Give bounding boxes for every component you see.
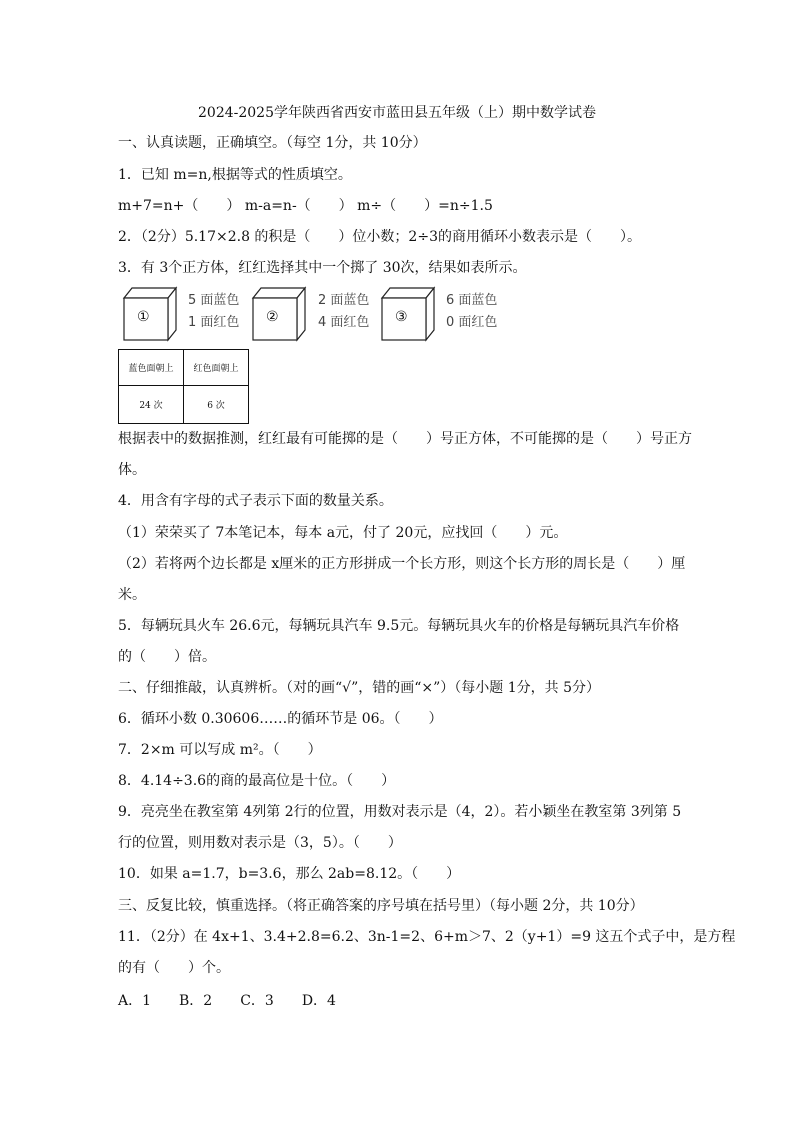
cube-1-number: ① bbox=[137, 309, 150, 325]
cube-1 bbox=[124, 288, 176, 340]
table-value-blue: 24 次 bbox=[119, 386, 184, 424]
question-1: 1．已知 m=n,根据等式的性质填空。 bbox=[118, 167, 352, 183]
exam-title: 2024-2025学年陕西省西安市蓝田县五年级（上）期中数学试卷 bbox=[198, 105, 596, 121]
question-7: 7．2×m 可以写成 m²。（ ） bbox=[118, 742, 322, 758]
question-1-blanks: m+7=n+（ ） m-a=n-（ ） m÷（ ）=n÷1.5 bbox=[118, 198, 493, 214]
question-4-part-2-line1: （2）若将两个边长都是 x厘米的正方形拼成一个长方形，则这个长方形的周长是（ ）厘 bbox=[118, 556, 686, 572]
cube-figure bbox=[118, 284, 538, 344]
question-3-text-line2: 体。 bbox=[118, 462, 146, 478]
cube-2-number: ② bbox=[266, 309, 279, 325]
cube-1-red: 1 面红色 bbox=[188, 315, 240, 330]
cube-3-number: ③ bbox=[395, 309, 408, 325]
question-8: 8．4.14÷3.6的商的最高位是十位。（ ） bbox=[118, 773, 396, 789]
cube-3 bbox=[382, 288, 434, 340]
question-4-part-1: （1）荣荣买了 7本笔记本，每本 a元，付了 20元，应找回（ ）元。 bbox=[118, 525, 568, 541]
question-11-line1: 11．（2分）在 4x+1、3.4+2.8=6.2、3n-1=2、6+m＞7、2（y+1）=9 这五个式子中，是方程 bbox=[118, 929, 736, 945]
question-3: 3．有 3个正方体，红红选择其中一个掷了 30次，结果如表所示。 bbox=[118, 260, 527, 276]
table-header-blue: 蓝色面朝上 bbox=[119, 350, 184, 386]
question-4: 4．用含有字母的式子表示下面的数量关系。 bbox=[118, 493, 393, 509]
question-11-options: A．1 B．2 C．3 D．4 bbox=[118, 993, 336, 1009]
question-5-line2: 的（ ）倍。 bbox=[118, 649, 216, 665]
question-9-line1: 9．亮亮坐在教室第 4列第 2行的位置，用数对表示是（4，2）。若小颖坐在教室第 3列第 5 bbox=[118, 804, 682, 820]
cube-3-red: 0 面红色 bbox=[446, 315, 498, 330]
question-4-part-2-line2: 米。 bbox=[118, 587, 146, 603]
cube-1-blue: 5 面蓝色 bbox=[188, 293, 240, 308]
question-3-text-line1: 根据表中的数据推测，红红最有可能掷的是（ ）号正方体，不可能掷的是（ ）号正方 bbox=[118, 431, 692, 447]
question-11-line2: 的有（ ）个。 bbox=[118, 960, 230, 976]
roll-result-table bbox=[118, 349, 249, 424]
question-2: 2．（2分）5.17×2.8 的积是（ ）位小数；2÷3的商用循环小数表示是（ ）。 bbox=[118, 229, 641, 245]
question-10: 10．如果 a=1.7，b=3.6，那么 2ab=8.12。（ ） bbox=[118, 866, 461, 882]
cube-3-blue: 6 面蓝色 bbox=[446, 293, 498, 308]
question-9-line2: 行的位置，则用数对表示是（3，5）。（ ） bbox=[118, 835, 402, 851]
table-value-red: 6 次 bbox=[184, 386, 249, 424]
section-1-heading: 一、认真读题，正确填空。（每空 1分，共 10分） bbox=[118, 135, 427, 151]
cube-2 bbox=[253, 288, 305, 340]
section-2-heading: 二、仔细推敲，认真辨析。（对的画“√”，错的画“×”）（每小题 1分，共 5分） bbox=[118, 680, 600, 696]
question-5-line1: 5．每辆玩具火车 26.6元，每辆玩具汽车 9.5元。每辆玩具火车的价格是每辆玩具汽车价格 bbox=[118, 618, 680, 634]
table-header-red: 红色面朝上 bbox=[184, 350, 249, 386]
section-3-heading: 三、反复比较，慎重选择。（将正确答案的序号填在括号里）（每小题 2分，共 10分） bbox=[118, 898, 644, 914]
cube-2-blue: 2 面蓝色 bbox=[318, 293, 370, 308]
question-6: 6．循环小数 0.30606……的循环节是 06。（ ） bbox=[118, 711, 443, 727]
cube-2-red: 4 面红色 bbox=[318, 315, 370, 330]
